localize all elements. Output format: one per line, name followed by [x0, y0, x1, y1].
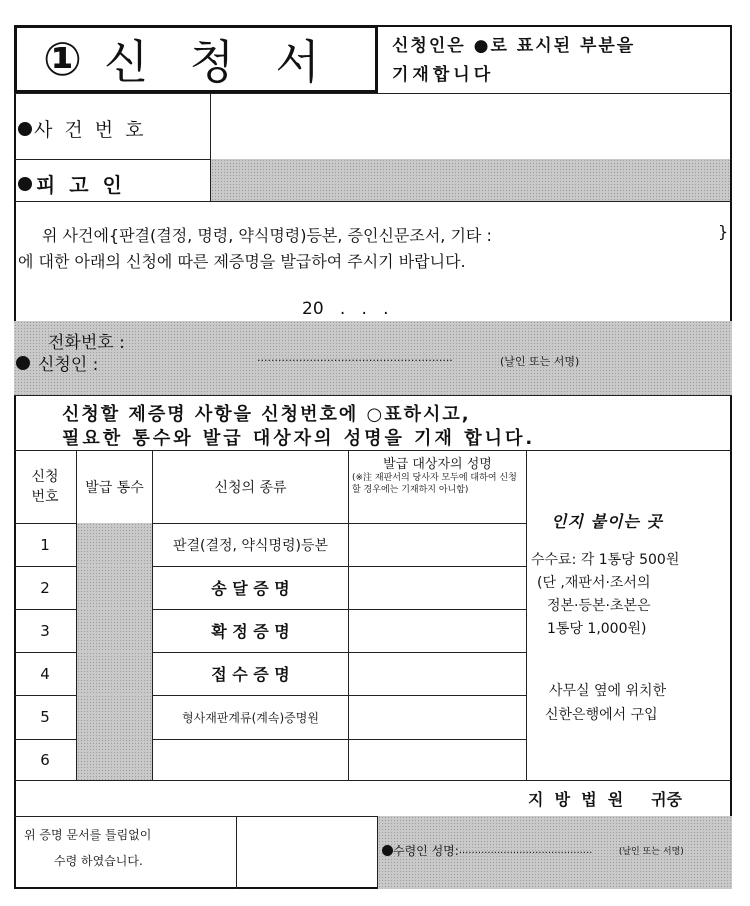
- table-row: [14, 566, 526, 609]
- case-number-input[interactable]: [210, 93, 730, 159]
- recipient-band: [378, 816, 732, 889]
- bank-info: [545, 679, 666, 727]
- table-row: [14, 523, 526, 566]
- target-name-input[interactable]: [348, 609, 526, 652]
- instruction-line-2: 기재합니다: [392, 65, 495, 85]
- target-name-input[interactable]: [348, 695, 526, 739]
- circled-number: ①: [43, 32, 82, 86]
- instruction-line-1: 신청인은 ●로 표시된 부분을: [392, 36, 636, 56]
- applicant-label: 신청인 :: [38, 355, 99, 375]
- required-bullet-icon: [16, 356, 30, 370]
- certificate-type: 송 달 증 명: [152, 566, 348, 609]
- case-number-row: [14, 93, 732, 159]
- row-number[interactable]: 4: [40, 664, 50, 683]
- row-number[interactable]: 3: [40, 621, 50, 640]
- receipt-confirm-line-1: 위 증명 문서를 틀림없이: [24, 828, 152, 842]
- table-row: [14, 739, 526, 781]
- stamp-area-title: 인지 붙이는 곳: [551, 512, 663, 531]
- case-number-label: 사 건 번 호: [34, 119, 147, 141]
- applicant-signature-line[interactable]: ........................................................: [257, 351, 453, 364]
- receipt-row: [14, 816, 732, 889]
- table-row: [14, 652, 526, 695]
- certificate-type[interactable]: [152, 739, 348, 781]
- applicant-band: [14, 321, 732, 395]
- fee-line-1: 수수료: 각 1통당 500원: [531, 552, 680, 568]
- certificate-table: [14, 450, 732, 780]
- fee-line-3: 정본·등본·초본은: [547, 598, 651, 614]
- certificate-type: 판결(결정, 약식명령)등본: [152, 523, 348, 566]
- row-divider: [14, 780, 732, 781]
- fee-line-2: (단 ,재판서·조서의: [537, 575, 651, 591]
- required-bullet-icon: [18, 122, 32, 136]
- row-number[interactable]: 5: [40, 708, 50, 726]
- header-type: 신청의 종류: [152, 451, 348, 523]
- row-number[interactable]: 2: [40, 578, 50, 597]
- bank-line-1: 사무실 옆에 위치한: [549, 683, 667, 699]
- row-number[interactable]: 1: [40, 535, 50, 554]
- defendant-input[interactable]: [210, 159, 730, 201]
- request-date: 20 . . .: [302, 299, 389, 319]
- recipient-signature-line[interactable]: ..........................................: [458, 845, 593, 856]
- defendant-label: 피 고 인: [36, 173, 122, 197]
- phone-label: 전화번호 :: [48, 333, 125, 353]
- certificate-type: 형사재판계류(계속)증명원: [152, 695, 348, 739]
- fee-info: [531, 549, 679, 641]
- page-title: 신 청 서: [103, 35, 324, 89]
- receipt-confirm-line-2: 수령 하였습니다.: [54, 854, 143, 868]
- header-target-note: (※注 재판서의 당사자 모두에 대하여 신청할 경우에는 기재하지 아니함): [352, 473, 517, 495]
- table-instruction: [14, 396, 732, 450]
- recipient-seal-note: (날인 또는 서명): [618, 847, 684, 857]
- certificate-type: 확 정 증 명: [152, 609, 348, 652]
- required-bullet-icon: [382, 845, 393, 856]
- count-input[interactable]: [76, 652, 152, 695]
- defendant-row: [14, 159, 732, 201]
- request-paragraph: [14, 201, 732, 321]
- bank-line-2: 신한은행에서 구입: [545, 707, 658, 723]
- certificate-type: 접 수 증 명: [152, 652, 348, 695]
- request-line-2: 에 대한 아래의 신청에 따른 제증명을 발급하여 주시기 바랍니다.: [18, 252, 466, 271]
- target-name-input[interactable]: [348, 566, 526, 609]
- header-target: [348, 451, 526, 523]
- table-instruction-line-1: 신청할 제증명 사항을 신청번호에 ○표하시고,: [62, 404, 471, 425]
- table-row: [14, 695, 526, 739]
- header-number: 신청 번호: [31, 469, 59, 505]
- target-name-input[interactable]: [348, 739, 526, 781]
- header-count: 발급 통수: [76, 451, 152, 523]
- count-input[interactable]: [76, 523, 152, 566]
- recipient-label: 수령인 성명:: [393, 844, 459, 858]
- court-line: 지 방 법 원 귀중: [528, 790, 683, 809]
- row-number[interactable]: 6: [40, 751, 50, 769]
- receipt-stamp-box[interactable]: [236, 816, 378, 889]
- request-line-1: 위 사건에{판결(결정, 명령, 약식명령)등본, 증인신문조서, 기타 :: [42, 226, 492, 245]
- target-name-input[interactable]: [348, 523, 526, 566]
- stamp-area: [526, 451, 732, 781]
- count-input[interactable]: [76, 695, 152, 739]
- request-line-1-close: }: [718, 222, 729, 241]
- header-instruction: [392, 32, 730, 90]
- receipt-confirm: [24, 822, 151, 874]
- count-input[interactable]: [76, 609, 152, 652]
- table-instruction-line-2: 필요한 통수와 발급 대상자의 성명을 기재 합니다.: [62, 428, 536, 449]
- applicant-seal-note: (날인 또는 서명): [500, 355, 580, 368]
- header-target-label: 발급 대상자의 성명: [383, 457, 492, 472]
- table-row: [14, 609, 526, 652]
- count-input[interactable]: [76, 739, 152, 781]
- target-name-input[interactable]: [348, 652, 526, 695]
- fee-line-4: 1통당 1,000원): [547, 621, 647, 637]
- required-bullet-icon: [18, 177, 32, 191]
- count-input[interactable]: [76, 566, 152, 609]
- title-box: [14, 25, 378, 93]
